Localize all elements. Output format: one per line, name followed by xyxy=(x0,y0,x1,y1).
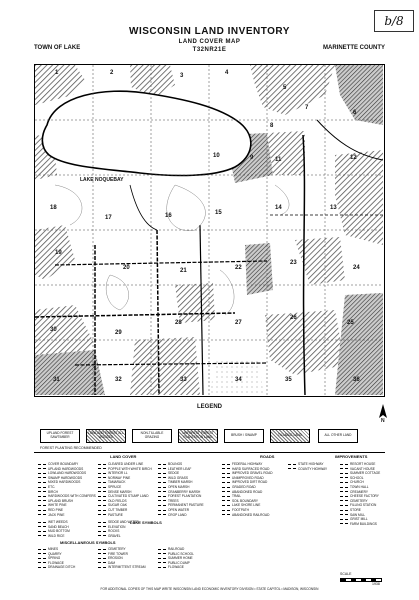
section-number: 24 xyxy=(353,265,360,271)
section-number: 26 xyxy=(290,315,297,321)
section-number: 7 xyxy=(305,105,309,111)
legend-entry: FEDERAL HIGHWAY xyxy=(222,462,273,467)
legend-entry: EROSION xyxy=(98,556,145,561)
lake-noquebay xyxy=(42,91,250,175)
section-number: 25 xyxy=(347,320,354,326)
legend-entry: CULTIVATED STUMP LAND xyxy=(98,494,152,499)
legend-entry: CRANBERRY MARSH xyxy=(158,490,204,495)
footer-note: FOR ADDITIONAL COPIES OF THIS MAP WRITE WISCONSIN LAND ECONOMIC INVENTORY DIVISION • STATE CAPITOL • MADISON, WISCONSIN xyxy=(100,587,319,591)
legend-box: ALL OTHER LAND xyxy=(318,429,358,443)
legend-entry: ABANDONED RAILROAD xyxy=(222,513,273,518)
legend-entry: UNIMPROVED ROAD xyxy=(222,476,273,481)
legend-entry: SUMMER HOME xyxy=(158,556,194,561)
legend-entry: LEATHER LEAF xyxy=(158,467,204,472)
section-number: 11 xyxy=(275,157,282,163)
legend-entry: WILD GRASS xyxy=(158,476,204,481)
section-number: 19 xyxy=(55,250,62,256)
legend-entry: TAMARACK xyxy=(98,480,152,485)
legend-entry: SCHOOL xyxy=(340,476,380,481)
legend-entry: SWAMP HARDWOODS xyxy=(38,476,96,481)
legend-entry: CHEESE FACTORY xyxy=(340,494,380,499)
section-number: 28 xyxy=(175,320,182,326)
lake-symbols-heading: LAKE SYMBOLS xyxy=(130,520,162,525)
legend-entry: ABANDONED ROAD xyxy=(222,490,273,495)
legend-entry: SUMMER COTTAGE xyxy=(340,471,380,476)
legend-entry: STORE xyxy=(340,508,380,513)
legend-entry: POPPLE WITH WHITE BIRCH xyxy=(98,467,152,472)
legend-entry: NORWAY PINE xyxy=(98,476,152,481)
section-number: 36 xyxy=(353,377,360,383)
section-number: 35 xyxy=(285,377,292,383)
legend-box: BRUSH / SWAMP xyxy=(224,429,264,443)
scale-label: SCALE xyxy=(340,572,352,576)
legend-entry: OPEN MARSH xyxy=(158,485,204,490)
township-code: T32NR21E xyxy=(192,47,227,53)
legend-entry: INTERIOR LL xyxy=(98,471,152,476)
legend-entry: CEMETERY xyxy=(340,499,380,504)
map-canvas xyxy=(35,65,383,395)
land-cover-list-1 xyxy=(38,462,96,517)
legend-entry: RAILROAD xyxy=(158,547,194,552)
legend-entry: SAND BEACH xyxy=(38,525,70,530)
section-number: 17 xyxy=(105,215,112,221)
section-number: 34 xyxy=(235,377,242,383)
legend-box: UNFOREST FOREST PLANTATION LAND xyxy=(178,429,218,443)
legend-entry: PUBLIC DUMP xyxy=(158,561,194,566)
legend-entry: SAW MILL xyxy=(340,513,380,518)
section-number: 8 xyxy=(270,123,274,129)
section-number: 16 xyxy=(165,213,172,219)
legend-entry: CEMETERY xyxy=(98,547,145,552)
legend-entry: GRAVEL xyxy=(98,534,139,539)
section-number: 12 xyxy=(350,155,357,161)
legend-entry: MINES xyxy=(38,547,75,552)
legend-entry: UPLAND BRUSH xyxy=(38,499,96,504)
legend-entry: VACANT HOUSE xyxy=(340,467,380,472)
misc-symbols-2 xyxy=(98,547,145,570)
legend-title: LEGEND xyxy=(196,404,222,410)
section-number: 33 xyxy=(180,377,187,383)
legend-entry: WILD RICE xyxy=(38,534,70,539)
legend-entry: INTERMITTENT STREAM xyxy=(98,565,145,570)
section-number: 22 xyxy=(235,265,242,271)
legend-entry: DRAINAGE DITCH xyxy=(38,565,75,570)
section-number: 5 xyxy=(283,85,287,91)
section-number: 10 xyxy=(213,153,220,159)
section-number: 30 xyxy=(50,327,57,333)
legend-entry: FARM BUILDINGS xyxy=(340,522,380,527)
lake-label: LAKE NOQUEBAY xyxy=(80,177,124,183)
lake-symbols-2 xyxy=(98,520,139,538)
roads-heading: ROADS xyxy=(260,454,275,459)
legend-entry: QUARRY xyxy=(38,552,75,557)
highway-list xyxy=(288,462,327,471)
legend-entry: OPEN WATER xyxy=(158,508,204,513)
section-number: 21 xyxy=(180,268,187,274)
town-name: TOWN OF LAKE xyxy=(34,45,81,51)
legend-entry: FIRE TOWER xyxy=(98,552,145,557)
legend-box: TILLABLE LAND xyxy=(270,429,310,443)
section-number: 14 xyxy=(275,205,282,211)
legend-entry: FOREST PLANTATION xyxy=(158,494,204,499)
legend-entry: SUGAR OAK xyxy=(98,503,152,508)
legend-entry: FLOWAGE xyxy=(38,561,75,566)
legend-entry: LOWLAND HARDWOODS xyxy=(38,471,96,476)
legend-entry: SOIL BOUNDARY xyxy=(222,499,273,504)
map-title: WISCONSIN LAND INVENTORY xyxy=(129,26,290,37)
section-number: 2 xyxy=(110,70,114,76)
legend-entry: TOWN HALL xyxy=(340,485,380,490)
legend-entry: RED PINE xyxy=(38,508,96,513)
legend-entry: SPRING xyxy=(38,556,75,561)
legend-entry: ROCKS xyxy=(98,529,139,534)
legend-entry: DENSE MARSH xyxy=(98,490,152,495)
file-stamp: b/8 xyxy=(374,10,414,32)
legend-entry: HARDWOODS WITH CONIFERS xyxy=(38,494,96,499)
legend-entry: ELEVATION xyxy=(98,525,139,530)
legend-entry: LAKE SHORE LINE xyxy=(222,503,273,508)
legend-entry: TREES xyxy=(158,499,204,504)
section-number: 18 xyxy=(50,205,57,211)
legend-entry: DAM xyxy=(98,561,145,566)
legend-entry: MIXED HARDWOODS xyxy=(38,480,96,485)
legend-entry: OLD FIELDS xyxy=(98,499,152,504)
legend-entry: RESORT HOUSE xyxy=(340,462,380,467)
section-number: 15 xyxy=(215,210,222,216)
legend-entry: JACK PINE xyxy=(38,513,96,518)
legend-entry: PASTURE xyxy=(98,513,152,518)
land-cover-list-2 xyxy=(98,462,152,517)
land-cover-list-3 xyxy=(158,462,204,517)
misc-symbols-1 xyxy=(38,547,75,570)
legend-entry: HARD SURFACED ROAD xyxy=(222,467,273,472)
section-number: 29 xyxy=(115,330,122,336)
section-number: 4 xyxy=(225,70,229,76)
section-number: 23 xyxy=(290,260,297,266)
legend-entry: IMPROVED DIRT ROAD xyxy=(222,480,273,485)
legend-entry: CLEARED UNDER LINE xyxy=(98,462,152,467)
legend-box: NON-TILLABLE GRAZING xyxy=(132,429,172,443)
legend-entry: ETC. xyxy=(38,485,96,490)
legend-entry: MUD BOTTOM xyxy=(38,529,70,534)
lake-symbols-1 xyxy=(38,520,70,538)
section-number: 9 xyxy=(250,155,254,161)
misc-symbols-heading: MISCELLANEOUS SYMBOLS xyxy=(60,540,116,545)
legend-entry: FILLING STATION xyxy=(340,503,380,508)
legend-entry: PUBLIC SCHOOL xyxy=(158,552,194,557)
legend-entry: IMPROVED GRAVEL ROAD xyxy=(222,471,273,476)
section-number: 32 xyxy=(115,377,122,383)
legend-entry: CUT TIMBER xyxy=(98,508,152,513)
land-cover-map xyxy=(34,64,385,397)
section-number: 31 xyxy=(53,377,60,383)
legend-entry: WHITE PINE xyxy=(38,503,96,508)
improvements-heading: IMPROVEMENTS xyxy=(335,454,368,459)
legend-entry: WET WEEDS xyxy=(38,520,70,525)
section-number: 27 xyxy=(235,320,242,326)
legend-box: LOWLAND FOREST ALL WOODED xyxy=(86,429,126,443)
legend-entry: BOLINGS xyxy=(158,462,204,467)
legend-entry: BIRCH xyxy=(38,490,96,495)
legend-entry: PERMANENT PASTURE xyxy=(158,503,204,508)
legend-entry: STATE HIGHWAY xyxy=(288,462,327,467)
legend-entry: GRADED ROAD xyxy=(222,485,273,490)
north-arrow: N xyxy=(378,404,388,425)
section-number: 1 xyxy=(55,70,59,76)
map-date: 1938 xyxy=(372,582,380,586)
legend-entry: TRAIL xyxy=(222,494,273,499)
legend-entry: SPRUCE xyxy=(98,485,152,490)
section-number: 20 xyxy=(123,265,130,271)
county-name: MARINETTE COUNTY xyxy=(323,45,385,51)
legend-entry: FLOWAGE xyxy=(158,565,194,570)
legend-entry: CREAMERY xyxy=(340,490,380,495)
legend-entry: CROP LAND xyxy=(158,513,204,518)
map-subtitle: LAND COVER MAP xyxy=(178,39,241,45)
legend-entry: TIMBER MARSH xyxy=(158,480,204,485)
legend-entry: COVER BOUNDARY xyxy=(38,462,96,467)
legend-entry: COUNTY HIGHWAY xyxy=(288,467,327,472)
legend-entry: SEDGE AND WATER xyxy=(98,520,139,525)
section-number: 3 xyxy=(180,73,184,79)
roads-list xyxy=(222,462,273,517)
forest-planting-note: FOREST PLANTING RECOMMENDED xyxy=(40,446,102,450)
legend-entry: SEDGE xyxy=(158,471,204,476)
misc-symbols-3 xyxy=(158,547,194,570)
legend-entry: UPLAND HARDWOODS xyxy=(38,467,96,472)
land-cover-heading: LAND COVER xyxy=(110,454,137,459)
legend-box: UPLAND FOREST SAWTIMBER xyxy=(40,429,80,443)
section-number: 13 xyxy=(330,205,337,211)
section-number: 6 xyxy=(353,110,357,116)
legend-entry: GRIST MILL xyxy=(340,517,380,522)
legend-entry: CHURCH xyxy=(340,480,380,485)
improvements-list xyxy=(340,462,380,526)
legend-entry: FOOTPATH xyxy=(222,508,273,513)
